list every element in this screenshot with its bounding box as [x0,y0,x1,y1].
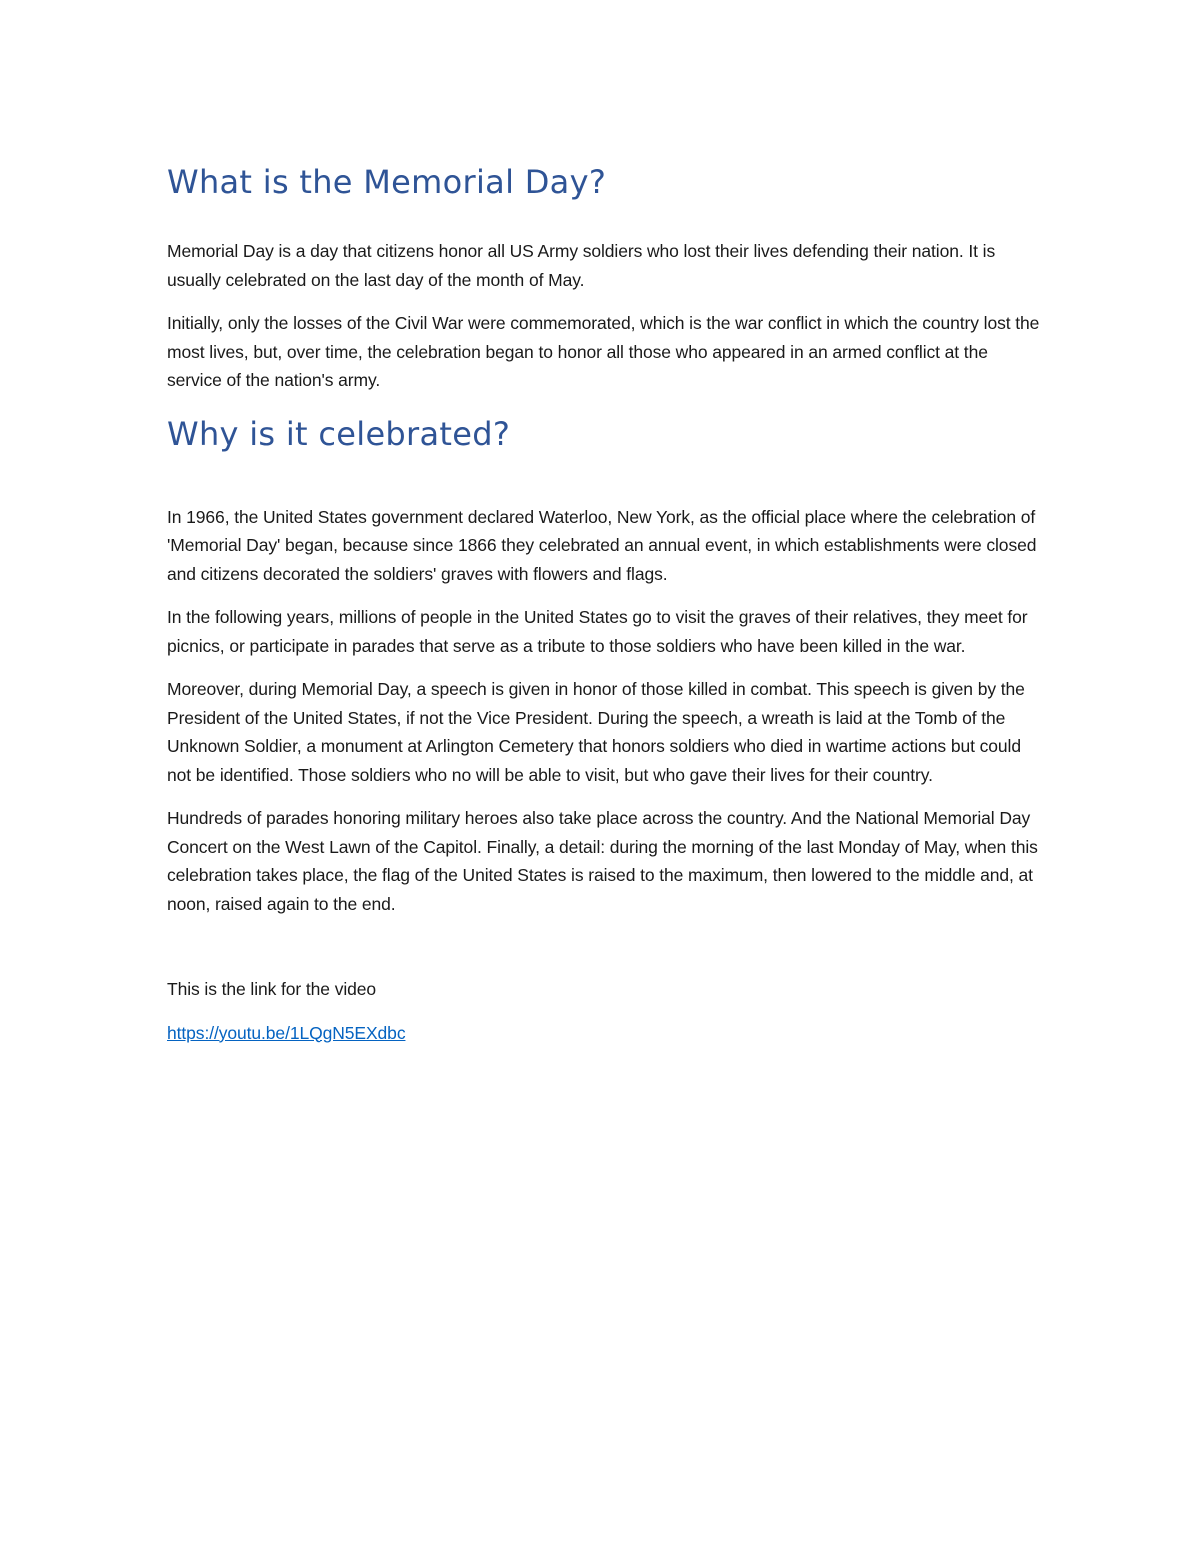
paragraph-initially: Initially, only the losses of the Civil War were commemorated, which is the war conflict in which the country lost the most lives, but, over time, the celebration began to honor all those who appeared in an armed conflict at the service of the nation's army. [167,313,1040,390]
paragraph-1966: In 1966, the United States government declared Waterloo, New York, as the official place where the celebration of 'Memorial Day' began, because since 1866 they celebrated an annual event, in which establishments were closed and citizens decorated the soldiers' graves with flowers and flags. [167,506,1037,584]
paragraph-following-years: In the following years, millions of people in the United States go to visit the graves of their relatives, they meet for picnics, or participate in parades that serve as a tribute to those soldiers who have been killed in the war. [167,607,1028,656]
paragraph-definition: Memorial Day is a day that citizens honor all US Army soldiers who lost their lives defending their nation. It is usually celebrated on the last day of the month of May. [167,241,996,290]
video-link[interactable]: https://youtu.be/1LQgN5EXdbc [167,1022,406,1043]
document-body [167,158,1047,1062]
video-link-label: This is the link for the video [167,979,377,999]
paragraph-parades: Hundreds of parades honoring military heroes also take place across the country. And the National Memorial Day Concert on the West Lawn of the Capitol. Finally, a detail: during the morning of the last Monday of May, when this celebration takes place, the flag of the United States is raised to the maximum, then lowered to the middle and, at noon, raised again to the end. [167,808,1038,914]
video-link-line [167,1019,1047,1048]
paragraph-speech: Moreover, during Memorial Day, a speech is given in honor of those killed in combat. This speech is given by the President of the United States, if not the Vice President. During the speech, a wreath is laid at the Tomb of the Unknown Soldier, a monument at Arlington Cemetery that honors soldiers who died in wartime actions but could not be identified. Those soldiers who no will be able to visit, but who gave their lives for their country. [167,679,1025,785]
heading-why-celebrated: Why is it celebrated? [167,414,511,453]
heading-what-is-memorial-day: What is the Memorial Day? [167,163,607,201]
